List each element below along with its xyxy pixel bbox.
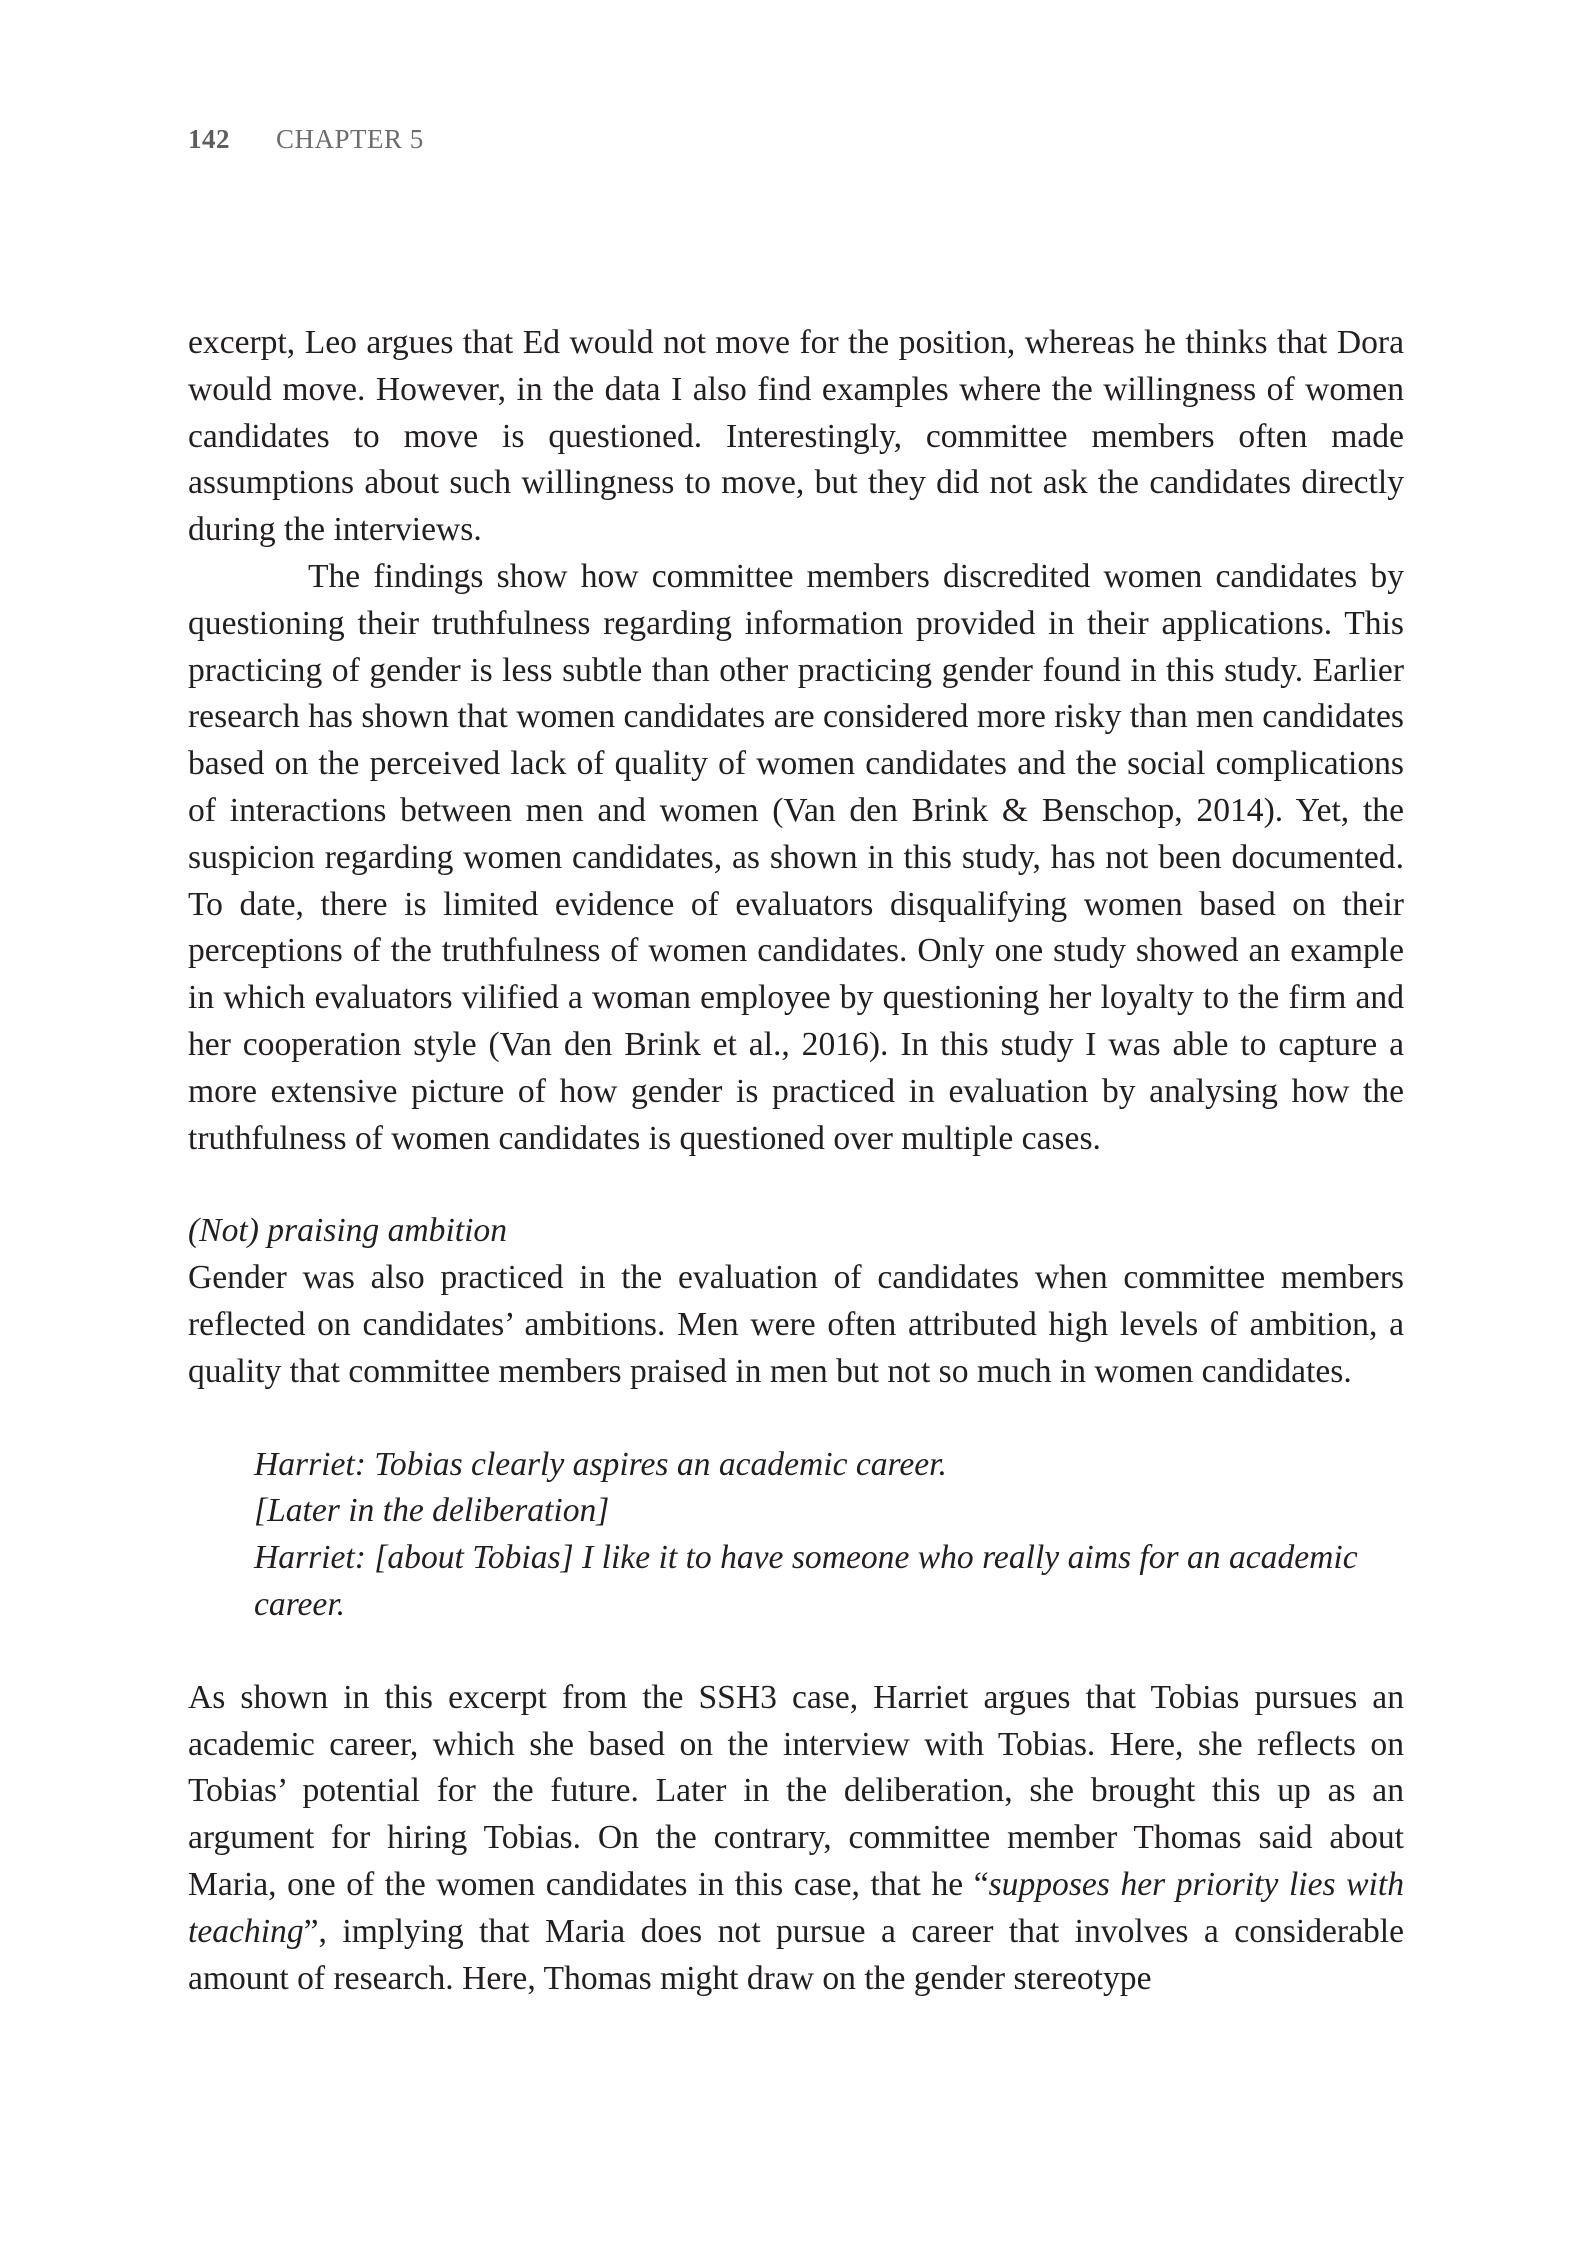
analysis-text-b: ”, implying that Maria does not pursue a career that involves a considerable amount of research. Here, Thomas might draw on the gender stereotype xyxy=(188,1912,1404,1997)
paragraph-findings: The findings show how committee members discredited women candidates by questioning their truthfulness regarding information provided in their applications. This practicing of gender is less subtle than other practicing gender found in this study. Earlier research has shown that women candidates are considered more risky than men candidates based on the perceived lack of quality of women candidates and the social complications of interactions between men and women (Van den Brink & Benschop, 2014). Yet, the suspicion regarding women candidates, as shown in this study, has not been documented. To date, there is limited evidence of evaluators disqualifying women based on their perceptions of the truthfulness of women candidates. Only one study showed an example in which evaluators vilified a woman employee by questioning her loyalty to the firm and her cooperation style (Van den Brink et al., 2016). In this study I was able to capture a more extensive picture of how gender is practiced in evaluation by analysing how the truthfulness of women candidates is questioned over multiple cases. xyxy=(188,557,1404,1157)
excerpt-line: Harriet: [about Tobias] I like it to have someone who really aims for an academic career. xyxy=(254,1539,1358,1623)
running-head xyxy=(188,124,424,155)
analysis-text-a: As shown in this excerpt from the SSH3 case, Harriet argues that Tobias pursues an academic career, which she based on the interview with Tobias. Here, she reflects on Tobias’ potential for the future. Later in the deliberation, she brought this up as an argument for hiring Tobias. On the contrary, committee member Thomas said about Maria, one of the women candidates in this case, that he “ xyxy=(188,1678,1404,1903)
chapter-title: CHAPTER 5 xyxy=(276,124,424,154)
paragraph-analysis xyxy=(188,1675,1404,2003)
page-number: 142 xyxy=(188,124,230,154)
paragraph-continued: excerpt, Leo argues that Ed would not move for the position, whereas he thinks that Dora would move. However, in the data I also find examples where the willingness of women candidates to move is questioned. Interestingly, committee members often made assumptions about such willingness to move, but they did not ask the candidates directly during the interviews. xyxy=(188,324,1404,549)
body-text xyxy=(188,320,1404,2002)
paragraph-ambition: Gender was also practiced in the evaluation of candidates when committee members reflected on candidates’ ambitions. Men were often attributed high levels of ambition, a quality that committee members praised in men but not so much in women candidates. xyxy=(188,1259,1404,1390)
excerpt-line: [Later in the deliberation] xyxy=(254,1492,610,1530)
interview-excerpt xyxy=(254,1442,1404,1629)
excerpt-line: Harriet: Tobias clearly aspires an academic career. xyxy=(254,1445,947,1483)
analysis-quote: supposes her priority lies with teaching xyxy=(188,1865,1404,1950)
section-subheading: (Not) praising ambition xyxy=(188,1212,508,1250)
